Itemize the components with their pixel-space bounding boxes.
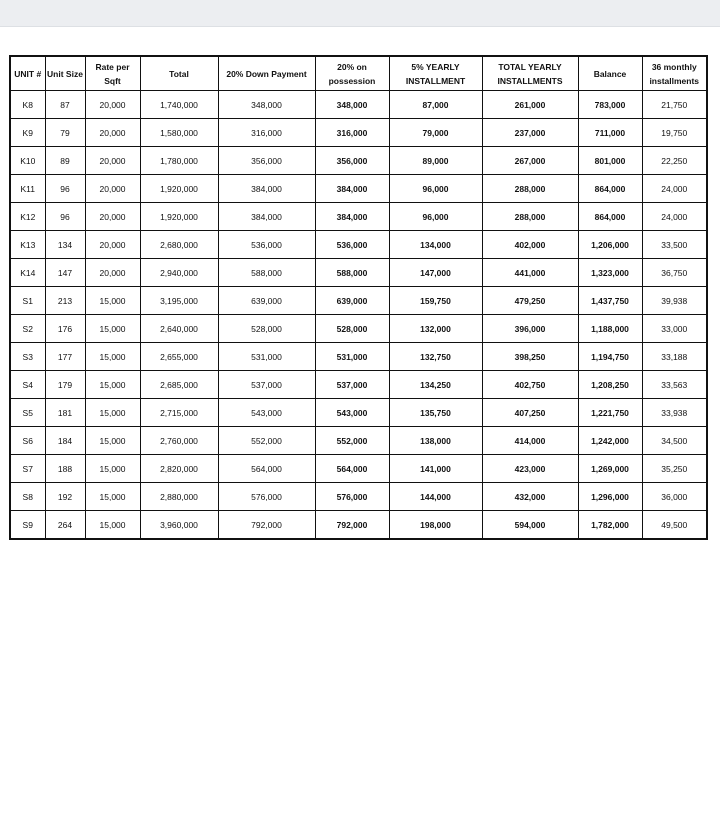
cell-total: 1,580,000: [140, 119, 218, 147]
cell-total-yearly: 407,250: [482, 399, 578, 427]
cell-balance: 1,208,250: [578, 371, 642, 399]
header-possession-line1: 20% on: [337, 61, 367, 72]
cell-yearly-installment: 134,000: [389, 231, 482, 259]
top-bar: [0, 0, 720, 27]
cell-total: 1,920,000: [140, 175, 218, 203]
cell-rate: 20,000: [85, 91, 140, 119]
header-total: Total: [140, 56, 218, 91]
cell-rate: 15,000: [85, 427, 140, 455]
cell-total: 2,685,000: [140, 371, 218, 399]
cell-down-payment: 384,000: [218, 175, 315, 203]
cell-down-payment: 564,000: [218, 455, 315, 483]
table-row: [10, 511, 707, 540]
cell-total-yearly: 402,000: [482, 231, 578, 259]
cell-balance: 1,323,000: [578, 259, 642, 287]
cell-unit: S2: [10, 315, 45, 343]
cell-down-payment: 536,000: [218, 231, 315, 259]
cell-monthly: 19,750: [642, 119, 707, 147]
cell-unit-size: 184: [45, 427, 85, 455]
table-row: [10, 455, 707, 483]
cell-monthly: 22,250: [642, 147, 707, 175]
cell-yearly-installment: 134,250: [389, 371, 482, 399]
header-unit-size: Unit Size: [45, 56, 85, 91]
header-down-payment: 20% Down Payment: [218, 56, 315, 91]
cell-unit: K12: [10, 203, 45, 231]
cell-rate: 15,000: [85, 511, 140, 540]
cell-possession: 552,000: [315, 427, 389, 455]
cell-yearly-installment: 96,000: [389, 203, 482, 231]
cell-yearly-installment: 159,750: [389, 287, 482, 315]
cell-unit-size: 264: [45, 511, 85, 540]
table-row: [10, 91, 707, 119]
cell-yearly-installment: 132,750: [389, 343, 482, 371]
header-monthly: [642, 56, 707, 91]
cell-unit: S3: [10, 343, 45, 371]
cell-total: 2,680,000: [140, 231, 218, 259]
cell-monthly: 35,250: [642, 455, 707, 483]
cell-unit: S1: [10, 287, 45, 315]
cell-possession: 384,000: [315, 203, 389, 231]
cell-monthly: 24,000: [642, 203, 707, 231]
cell-rate: 15,000: [85, 371, 140, 399]
cell-rate: 15,000: [85, 399, 140, 427]
cell-unit-size: 181: [45, 399, 85, 427]
table-row: [10, 343, 707, 371]
cell-unit: K10: [10, 147, 45, 175]
cell-monthly: 33,938: [642, 399, 707, 427]
cell-monthly: 21,750: [642, 91, 707, 119]
cell-down-payment: 531,000: [218, 343, 315, 371]
table-row: [10, 483, 707, 511]
cell-rate: 15,000: [85, 287, 140, 315]
cell-total: 2,880,000: [140, 483, 218, 511]
cell-monthly: 33,563: [642, 371, 707, 399]
cell-down-payment: 552,000: [218, 427, 315, 455]
cell-unit-size: 134: [45, 231, 85, 259]
cell-total: 1,920,000: [140, 203, 218, 231]
cell-unit: S9: [10, 511, 45, 540]
cell-monthly: 36,000: [642, 483, 707, 511]
cell-unit-size: 188: [45, 455, 85, 483]
cell-unit: S7: [10, 455, 45, 483]
cell-yearly-installment: 147,000: [389, 259, 482, 287]
cell-rate: 20,000: [85, 175, 140, 203]
cell-balance: 1,206,000: [578, 231, 642, 259]
cell-yearly-installment: 135,750: [389, 399, 482, 427]
cell-down-payment: 316,000: [218, 119, 315, 147]
cell-possession: 384,000: [315, 175, 389, 203]
cell-total: 2,655,000: [140, 343, 218, 371]
cell-possession: 356,000: [315, 147, 389, 175]
cell-balance: 783,000: [578, 91, 642, 119]
cell-monthly: 33,500: [642, 231, 707, 259]
cell-total: 2,715,000: [140, 399, 218, 427]
table-row: [10, 371, 707, 399]
table-body: [10, 91, 707, 540]
cell-yearly-installment: 79,000: [389, 119, 482, 147]
cell-balance: 711,000: [578, 119, 642, 147]
cell-rate: 20,000: [85, 119, 140, 147]
table-row: [10, 147, 707, 175]
cell-unit: K9: [10, 119, 45, 147]
cell-possession: 316,000: [315, 119, 389, 147]
cell-yearly-installment: 89,000: [389, 147, 482, 175]
header-yearly-installment: [389, 56, 482, 91]
table-row: [10, 287, 707, 315]
cell-total-yearly: 288,000: [482, 175, 578, 203]
cell-total-yearly: 441,000: [482, 259, 578, 287]
cell-down-payment: 588,000: [218, 259, 315, 287]
cell-unit-size: 87: [45, 91, 85, 119]
header-rate-line1: Rate per: [95, 61, 130, 72]
cell-down-payment: 792,000: [218, 511, 315, 540]
header-balance: Balance: [578, 56, 642, 91]
cell-possession: 528,000: [315, 315, 389, 343]
cell-balance: 1,194,750: [578, 343, 642, 371]
header-rate-line2: Sqft: [104, 75, 121, 86]
cell-unit-size: 147: [45, 259, 85, 287]
cell-rate: 20,000: [85, 231, 140, 259]
header-total-yearly: [482, 56, 578, 91]
cell-monthly: 39,938: [642, 287, 707, 315]
cell-monthly: 24,000: [642, 175, 707, 203]
cell-total-yearly: 237,000: [482, 119, 578, 147]
cell-rate: 20,000: [85, 259, 140, 287]
cell-total-yearly: 432,000: [482, 483, 578, 511]
cell-unit-size: 213: [45, 287, 85, 315]
cell-balance: 1,188,000: [578, 315, 642, 343]
cell-unit: S5: [10, 399, 45, 427]
cell-total-yearly: 594,000: [482, 511, 578, 540]
cell-down-payment: 348,000: [218, 91, 315, 119]
cell-rate: 20,000: [85, 203, 140, 231]
cell-down-payment: 528,000: [218, 315, 315, 343]
cell-unit-size: 179: [45, 371, 85, 399]
table-row: [10, 399, 707, 427]
cell-monthly: 36,750: [642, 259, 707, 287]
table-row: [10, 119, 707, 147]
header-rate: [85, 56, 140, 91]
cell-down-payment: 537,000: [218, 371, 315, 399]
header-monthly-line2: installments: [649, 75, 700, 86]
cell-total: 2,640,000: [140, 315, 218, 343]
cell-possession: 543,000: [315, 399, 389, 427]
cell-balance: 864,000: [578, 175, 642, 203]
cell-total-yearly: 267,000: [482, 147, 578, 175]
cell-total: 3,195,000: [140, 287, 218, 315]
cell-balance: 864,000: [578, 203, 642, 231]
cell-unit: K13: [10, 231, 45, 259]
cell-balance: 1,242,000: [578, 427, 642, 455]
cell-monthly: 34,500: [642, 427, 707, 455]
header-row: [10, 56, 707, 91]
table-row: [10, 175, 707, 203]
cell-possession: 792,000: [315, 511, 389, 540]
cell-unit-size: 176: [45, 315, 85, 343]
cell-rate: 15,000: [85, 483, 140, 511]
cell-balance: 1,269,000: [578, 455, 642, 483]
cell-balance: 1,437,750: [578, 287, 642, 315]
cell-down-payment: 356,000: [218, 147, 315, 175]
cell-balance: 801,000: [578, 147, 642, 175]
cell-unit-size: 192: [45, 483, 85, 511]
cell-rate: 15,000: [85, 343, 140, 371]
cell-yearly-installment: 141,000: [389, 455, 482, 483]
cell-balance: 1,296,000: [578, 483, 642, 511]
cell-possession: 564,000: [315, 455, 389, 483]
cell-monthly: 33,188: [642, 343, 707, 371]
table-row: [10, 259, 707, 287]
cell-possession: 531,000: [315, 343, 389, 371]
cell-unit-size: 79: [45, 119, 85, 147]
cell-yearly-installment: 87,000: [389, 91, 482, 119]
cell-monthly: 49,500: [642, 511, 707, 540]
cell-unit: S4: [10, 371, 45, 399]
cell-yearly-installment: 144,000: [389, 483, 482, 511]
cell-unit: K14: [10, 259, 45, 287]
cell-rate: 15,000: [85, 455, 140, 483]
cell-unit-size: 177: [45, 343, 85, 371]
table-row: [10, 427, 707, 455]
cell-yearly-installment: 198,000: [389, 511, 482, 540]
cell-total-yearly: 402,750: [482, 371, 578, 399]
payment-plan-sheet: [9, 55, 706, 540]
cell-yearly-installment: 96,000: [389, 175, 482, 203]
cell-total: 2,820,000: [140, 455, 218, 483]
cell-down-payment: 576,000: [218, 483, 315, 511]
cell-total-yearly: 398,250: [482, 343, 578, 371]
cell-monthly: 33,000: [642, 315, 707, 343]
cell-yearly-installment: 138,000: [389, 427, 482, 455]
cell-total: 1,780,000: [140, 147, 218, 175]
cell-yearly-installment: 132,000: [389, 315, 482, 343]
cell-unit-size: 96: [45, 175, 85, 203]
cell-unit: K11: [10, 175, 45, 203]
cell-down-payment: 543,000: [218, 399, 315, 427]
cell-possession: 588,000: [315, 259, 389, 287]
cell-unit-size: 96: [45, 203, 85, 231]
cell-total: 2,940,000: [140, 259, 218, 287]
cell-total-yearly: 288,000: [482, 203, 578, 231]
cell-balance: 1,221,750: [578, 399, 642, 427]
cell-possession: 639,000: [315, 287, 389, 315]
cell-down-payment: 384,000: [218, 203, 315, 231]
cell-balance: 1,782,000: [578, 511, 642, 540]
cell-total: 2,760,000: [140, 427, 218, 455]
cell-possession: 576,000: [315, 483, 389, 511]
header-yearly-line2: INSTALLMENT: [405, 75, 466, 86]
table-row: [10, 231, 707, 259]
cell-rate: 20,000: [85, 147, 140, 175]
cell-total: 1,740,000: [140, 91, 218, 119]
cell-unit: S6: [10, 427, 45, 455]
header-monthly-line1: 36 monthly: [651, 61, 697, 72]
cell-unit: K8: [10, 91, 45, 119]
cell-possession: 348,000: [315, 91, 389, 119]
cell-down-payment: 639,000: [218, 287, 315, 315]
cell-unit: S8: [10, 483, 45, 511]
cell-unit-size: 89: [45, 147, 85, 175]
header-possession: [315, 56, 389, 91]
table-row: [10, 203, 707, 231]
cell-possession: 537,000: [315, 371, 389, 399]
cell-total-yearly: 423,000: [482, 455, 578, 483]
cell-total-yearly: 479,250: [482, 287, 578, 315]
header-unit: UNIT #: [10, 56, 45, 91]
table-row: [10, 315, 707, 343]
payment-plan-table: [9, 55, 708, 540]
header-possession-line2: possession: [328, 75, 376, 86]
cell-total-yearly: 261,000: [482, 91, 578, 119]
cell-total-yearly: 396,000: [482, 315, 578, 343]
header-total-yearly-line2: INSTALLMENTS: [497, 75, 563, 86]
cell-total: 3,960,000: [140, 511, 218, 540]
header-yearly-line1: 5% YEARLY: [411, 61, 460, 72]
cell-total-yearly: 414,000: [482, 427, 578, 455]
cell-possession: 536,000: [315, 231, 389, 259]
header-total-yearly-line1: TOTAL YEARLY: [498, 61, 562, 72]
cell-rate: 15,000: [85, 315, 140, 343]
